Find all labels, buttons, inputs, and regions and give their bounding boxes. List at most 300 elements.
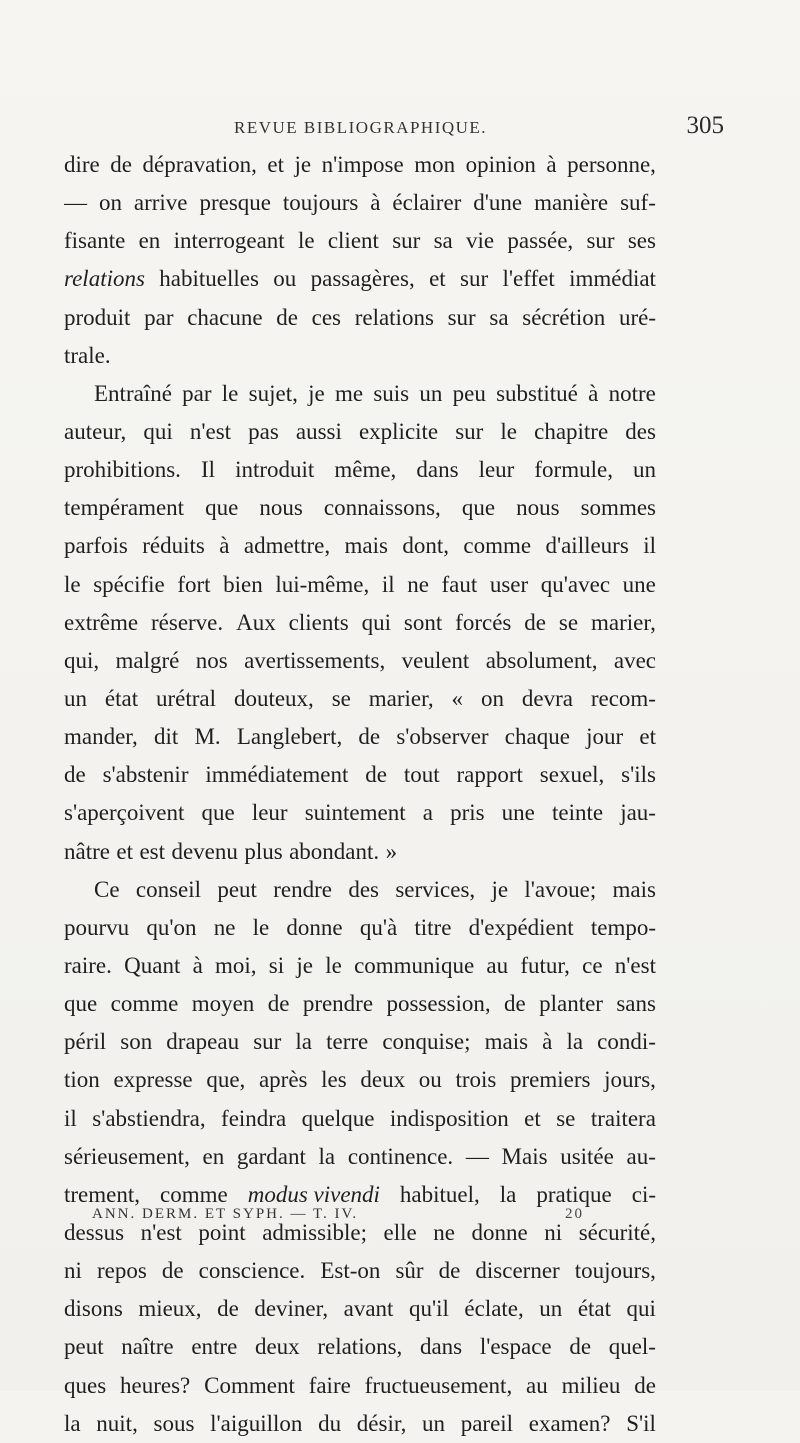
- word: sérieusement,: [64, 1143, 190, 1169]
- word: tempo-: [590, 914, 656, 940]
- word: habituelles: [159, 266, 259, 292]
- word: drapeau: [166, 1029, 240, 1055]
- word: —: [465, 1143, 489, 1169]
- word: l'espace: [479, 1334, 552, 1360]
- word: tout: [403, 762, 440, 788]
- word: en: [202, 1143, 225, 1169]
- word: de: [276, 304, 298, 330]
- word: elle: [383, 1219, 417, 1245]
- word: du: [318, 1410, 342, 1436]
- word: deux: [360, 1067, 406, 1093]
- word: abondant.: [289, 838, 380, 864]
- word: sécrétion: [522, 304, 606, 330]
- word: pratique: [536, 1181, 612, 1207]
- word: éclate,: [464, 1296, 524, 1322]
- word: Il: [200, 457, 216, 483]
- word: je: [308, 380, 325, 406]
- signature-mark: 20: [565, 1206, 584, 1222]
- word: user: [489, 571, 529, 597]
- text-line: [64, 1252, 656, 1290]
- word: —: [64, 190, 87, 216]
- word: il: [64, 1105, 77, 1131]
- word: clients: [288, 609, 349, 635]
- word: que: [205, 495, 239, 521]
- word: n'impose: [321, 152, 404, 177]
- word: comme: [463, 533, 532, 559]
- word: ce: [582, 952, 603, 978]
- word: nuit,: [96, 1410, 138, 1436]
- word: sont: [403, 609, 443, 635]
- text-line: [64, 1367, 656, 1405]
- word: introduit: [235, 457, 315, 483]
- word: peut: [64, 1334, 104, 1360]
- text-line: [64, 222, 656, 260]
- word: mais: [612, 876, 656, 902]
- running-head: [64, 112, 724, 144]
- word: de: [110, 152, 132, 177]
- word: pas: [248, 418, 279, 444]
- word: suf-: [620, 190, 656, 216]
- word: chacune: [187, 304, 263, 330]
- word: le: [252, 914, 270, 940]
- word: toujours,: [574, 1258, 656, 1284]
- word: un: [422, 1410, 446, 1436]
- word: se: [558, 609, 579, 635]
- word: état: [104, 685, 139, 711]
- text-line: [64, 604, 656, 642]
- word: habituel,: [399, 1181, 480, 1207]
- word: fructueusement,: [364, 1372, 513, 1398]
- text-line: [64, 1328, 656, 1366]
- word: marier,: [368, 685, 434, 711]
- word: mais: [344, 533, 388, 559]
- word: raire.: [64, 952, 112, 978]
- word: qu'on: [146, 914, 197, 940]
- word: manière: [534, 190, 609, 216]
- word: de: [438, 1258, 461, 1284]
- word: qui: [143, 418, 173, 444]
- word: «: [451, 685, 464, 711]
- text-line: [64, 871, 656, 909]
- text-line: [64, 337, 656, 375]
- word: traitera: [590, 1105, 656, 1131]
- word: dire: [64, 152, 100, 177]
- word: communique: [354, 952, 475, 978]
- word: ne: [407, 571, 429, 597]
- word: que,: [206, 1067, 246, 1093]
- word: admissible;: [262, 1219, 367, 1245]
- text-line: [64, 566, 656, 604]
- word: rendre: [273, 876, 333, 902]
- word: à: [588, 380, 599, 406]
- word: l'effet: [502, 266, 555, 292]
- word: dépravation,: [142, 152, 257, 177]
- word: éclairer: [392, 190, 462, 216]
- word: sa: [489, 304, 509, 330]
- word: en: [138, 228, 161, 254]
- word: immédiat: [569, 266, 656, 292]
- word: services,: [395, 876, 476, 902]
- word: chapitre: [534, 418, 609, 444]
- word: au: [486, 952, 509, 978]
- word: relations: [64, 266, 145, 292]
- word: parfois: [64, 533, 128, 559]
- word: sur: [586, 228, 615, 254]
- word: de: [524, 609, 546, 635]
- word: faire: [308, 1372, 351, 1398]
- text-line: [64, 1138, 656, 1176]
- word: d'ailleurs: [545, 533, 629, 559]
- word: tempérament: [64, 495, 185, 521]
- word: Mais: [501, 1143, 548, 1169]
- word: immédiatement: [205, 762, 349, 788]
- word: donne: [286, 914, 343, 940]
- word: et: [639, 724, 656, 750]
- word: sur: [460, 266, 489, 292]
- word: n'est: [614, 952, 656, 978]
- word: titre: [414, 914, 452, 940]
- word: à: [370, 190, 381, 216]
- word: peut: [217, 876, 257, 902]
- word: il: [643, 533, 656, 559]
- word: le: [297, 228, 315, 254]
- word: et: [116, 838, 134, 864]
- word: faut: [441, 571, 478, 597]
- word: continence.: [347, 1143, 454, 1169]
- word: substitué: [496, 380, 578, 406]
- running-title: REVUE BIBLIOGRAPHIQUE.: [234, 118, 488, 137]
- word: ques: [64, 1372, 107, 1398]
- word: et: [524, 1105, 541, 1131]
- word: ni: [64, 1258, 82, 1284]
- word: péril: [64, 1029, 107, 1055]
- word: repos: [96, 1258, 147, 1284]
- word: marier,: [591, 609, 656, 635]
- word: de: [569, 1334, 592, 1360]
- word: Est-on: [320, 1258, 381, 1284]
- word: Comment: [204, 1372, 295, 1398]
- word: n'est: [140, 1219, 182, 1245]
- word: son: [120, 1029, 153, 1055]
- text-line: [64, 1023, 656, 1061]
- word: dans: [416, 457, 459, 483]
- word: à: [219, 533, 230, 559]
- word: de: [634, 1372, 656, 1398]
- word: deviner,: [254, 1296, 329, 1322]
- word: dans: [419, 1334, 463, 1360]
- page-number: 305: [686, 112, 724, 139]
- word: un: [539, 1296, 563, 1322]
- word: bien: [223, 571, 263, 597]
- text-line: [64, 1100, 656, 1138]
- text-line: [64, 833, 656, 871]
- word: par: [182, 380, 212, 406]
- word: trois: [455, 1067, 497, 1093]
- word: condi-: [597, 1029, 656, 1055]
- word: donne: [471, 1219, 528, 1245]
- text-line: [64, 1405, 656, 1443]
- word: je: [296, 952, 313, 978]
- word: sous: [153, 1410, 195, 1436]
- word: naître: [121, 1334, 174, 1360]
- word: qu'avec: [540, 571, 611, 597]
- word: quelque: [301, 1105, 375, 1131]
- word: nous: [516, 495, 560, 521]
- word: leur: [251, 800, 288, 826]
- word: s'abstenir: [102, 762, 189, 788]
- word: que: [64, 991, 98, 1017]
- word: client: [327, 228, 379, 254]
- text-line: [64, 680, 656, 718]
- word: ci-: [631, 1181, 656, 1207]
- word: s'ils: [621, 762, 656, 788]
- word: suis: [373, 380, 410, 406]
- word: mon: [414, 152, 456, 177]
- word: de: [358, 724, 381, 750]
- word: je: [491, 876, 509, 902]
- word: je: [294, 152, 312, 177]
- word: la: [64, 1410, 81, 1436]
- word: douteux,: [233, 685, 314, 711]
- word: de: [504, 991, 526, 1017]
- word: trale.: [64, 342, 111, 368]
- text-line: [64, 413, 656, 451]
- word: ses: [627, 228, 656, 254]
- word: sur: [447, 304, 476, 330]
- word: s'abstiendra,: [92, 1105, 206, 1131]
- word: Aux: [236, 609, 276, 635]
- word: entre: [191, 1334, 238, 1360]
- word: rapport: [456, 762, 523, 788]
- word: sommes: [580, 495, 656, 521]
- text-line: [64, 527, 656, 565]
- text-line: [64, 1290, 656, 1328]
- text-line: [64, 184, 656, 222]
- word: n'est: [189, 418, 232, 444]
- word: d'expédient: [468, 914, 574, 940]
- word: qui,: [64, 647, 100, 673]
- footer: [92, 1206, 592, 1230]
- word: passée,: [507, 228, 574, 254]
- word: explicite: [358, 418, 439, 444]
- word: admettre,: [243, 533, 331, 559]
- text-line: [64, 260, 656, 298]
- word: milieu: [561, 1372, 621, 1398]
- word: uré-: [618, 304, 656, 330]
- word: l'avoue;: [524, 876, 597, 902]
- word: après: [258, 1067, 308, 1093]
- word: et: [429, 266, 446, 292]
- word: le: [500, 418, 518, 444]
- word: si: [268, 952, 285, 978]
- word: plus: [244, 838, 283, 864]
- word: Quant: [124, 952, 181, 978]
- word: se: [556, 1105, 576, 1131]
- word: prohibitions.: [64, 457, 181, 483]
- word: auteur,: [64, 418, 127, 444]
- word: de: [217, 1296, 239, 1322]
- word: au-: [626, 1143, 656, 1169]
- word: ou: [418, 1067, 442, 1093]
- text-line: [64, 1061, 656, 1099]
- word: M.: [194, 724, 221, 750]
- word: sécurité,: [578, 1219, 656, 1245]
- word: de: [365, 762, 387, 788]
- word: la: [566, 1029, 584, 1055]
- word: point: [198, 1219, 246, 1245]
- text-line: [64, 909, 656, 947]
- word: heures?: [120, 1372, 191, 1398]
- word: des: [625, 418, 656, 444]
- word: ou: [273, 266, 297, 292]
- word: dit: [153, 724, 179, 750]
- text-line: [64, 146, 656, 184]
- word: interrogeant: [173, 228, 285, 254]
- word: presque: [199, 190, 271, 216]
- word: planter: [539, 991, 603, 1017]
- word: conscience.: [198, 1258, 306, 1284]
- word: feindra: [221, 1105, 287, 1131]
- word: recom-: [590, 685, 656, 711]
- word: passagères,: [310, 266, 415, 292]
- word: opinion: [465, 152, 536, 177]
- word: s'aperçoivent: [64, 800, 185, 826]
- word: extrême: [64, 609, 139, 635]
- word: toujours: [282, 190, 359, 216]
- word: ne: [433, 1219, 455, 1245]
- word: futur,: [520, 952, 570, 978]
- word: que: [461, 495, 496, 521]
- word: une: [501, 800, 535, 826]
- word: moi,: [215, 952, 257, 978]
- word: conquise;: [382, 1029, 471, 1055]
- word: de: [267, 991, 290, 1017]
- word: désir,: [356, 1410, 407, 1436]
- word: leur: [478, 457, 515, 483]
- text-line: [64, 756, 656, 794]
- word: nous: [259, 495, 303, 521]
- word: forcés: [455, 609, 512, 635]
- word: réduits: [142, 533, 205, 559]
- text-line: [64, 642, 656, 680]
- word: nos: [195, 647, 228, 673]
- word: la: [295, 1029, 313, 1055]
- word: le: [221, 380, 239, 406]
- word: sexuel,: [539, 762, 605, 788]
- word: indisposition: [389, 1105, 509, 1131]
- word: on: [480, 685, 504, 711]
- text-line: [64, 985, 656, 1023]
- word: me: [334, 380, 364, 406]
- word: une: [622, 571, 656, 597]
- word: relations: [354, 304, 434, 330]
- word: moyen: [191, 991, 255, 1017]
- word: gardant: [236, 1143, 306, 1169]
- word: il: [381, 571, 395, 597]
- word: fort: [177, 571, 211, 597]
- word: produit: [64, 304, 131, 330]
- word: spécifie: [93, 571, 165, 597]
- word: un: [633, 457, 656, 483]
- word: par: [144, 304, 174, 330]
- word: sur: [392, 228, 421, 254]
- word: le: [325, 952, 342, 978]
- word: terre: [326, 1029, 369, 1055]
- word: la: [499, 1181, 517, 1207]
- word: qui: [361, 609, 391, 635]
- word: sûr: [395, 1258, 424, 1284]
- word: chaque: [504, 724, 570, 750]
- word: notre: [608, 380, 656, 406]
- word: que: [201, 800, 235, 826]
- word: usitée: [560, 1143, 614, 1169]
- word: premiers: [510, 1067, 591, 1093]
- word: discerner: [475, 1258, 560, 1284]
- word: sur: [253, 1029, 282, 1055]
- word: dont,: [402, 533, 449, 559]
- word: comme: [110, 991, 179, 1017]
- word: un: [64, 685, 87, 711]
- word: »: [385, 838, 398, 864]
- text-line: [64, 451, 656, 489]
- body-text: [64, 146, 656, 1443]
- word: Langlebert,: [236, 724, 343, 750]
- word: tion: [64, 1067, 100, 1093]
- word: modus vivendi: [247, 1181, 380, 1207]
- word: on: [98, 190, 122, 216]
- word: au: [526, 1372, 548, 1398]
- word: état: [577, 1296, 612, 1322]
- journal-reference: ANN. DERM. ET SYPH. — T. IV.: [92, 1206, 359, 1222]
- word: fisante: [64, 228, 126, 254]
- word: avant: [343, 1296, 394, 1322]
- word: arrive: [133, 190, 188, 216]
- word: conseil: [135, 876, 202, 902]
- word: des: [348, 876, 379, 902]
- word: Ce: [94, 876, 120, 902]
- word: ne: [213, 914, 236, 940]
- text-line: [64, 947, 656, 985]
- text-line: [64, 794, 656, 832]
- word: dessus: [64, 1219, 125, 1245]
- word: mais: [484, 1029, 529, 1055]
- word: un: [419, 380, 443, 406]
- word: sur: [455, 418, 484, 444]
- word: deux: [254, 1334, 300, 1360]
- word: teinte: [552, 800, 604, 826]
- word: possession,: [386, 991, 491, 1017]
- word: suintement: [304, 800, 406, 826]
- word: qu'à: [359, 914, 398, 940]
- text-line: [64, 299, 656, 337]
- word: de: [161, 1258, 184, 1284]
- word: réserve.: [151, 609, 224, 635]
- word: d'une: [473, 190, 523, 216]
- word: la: [318, 1143, 336, 1169]
- word: qu'il: [408, 1296, 449, 1322]
- word: ni: [544, 1219, 563, 1245]
- word: à: [542, 1029, 553, 1055]
- word: le: [64, 571, 81, 597]
- word: sans: [616, 991, 656, 1017]
- word: disons: [64, 1296, 123, 1322]
- word: mander,: [64, 724, 138, 750]
- word: personne,: [567, 152, 656, 177]
- word: Entraîné: [94, 380, 172, 406]
- word: les: [321, 1067, 347, 1093]
- word: à: [546, 152, 557, 177]
- word: l'aiguillon: [210, 1410, 303, 1436]
